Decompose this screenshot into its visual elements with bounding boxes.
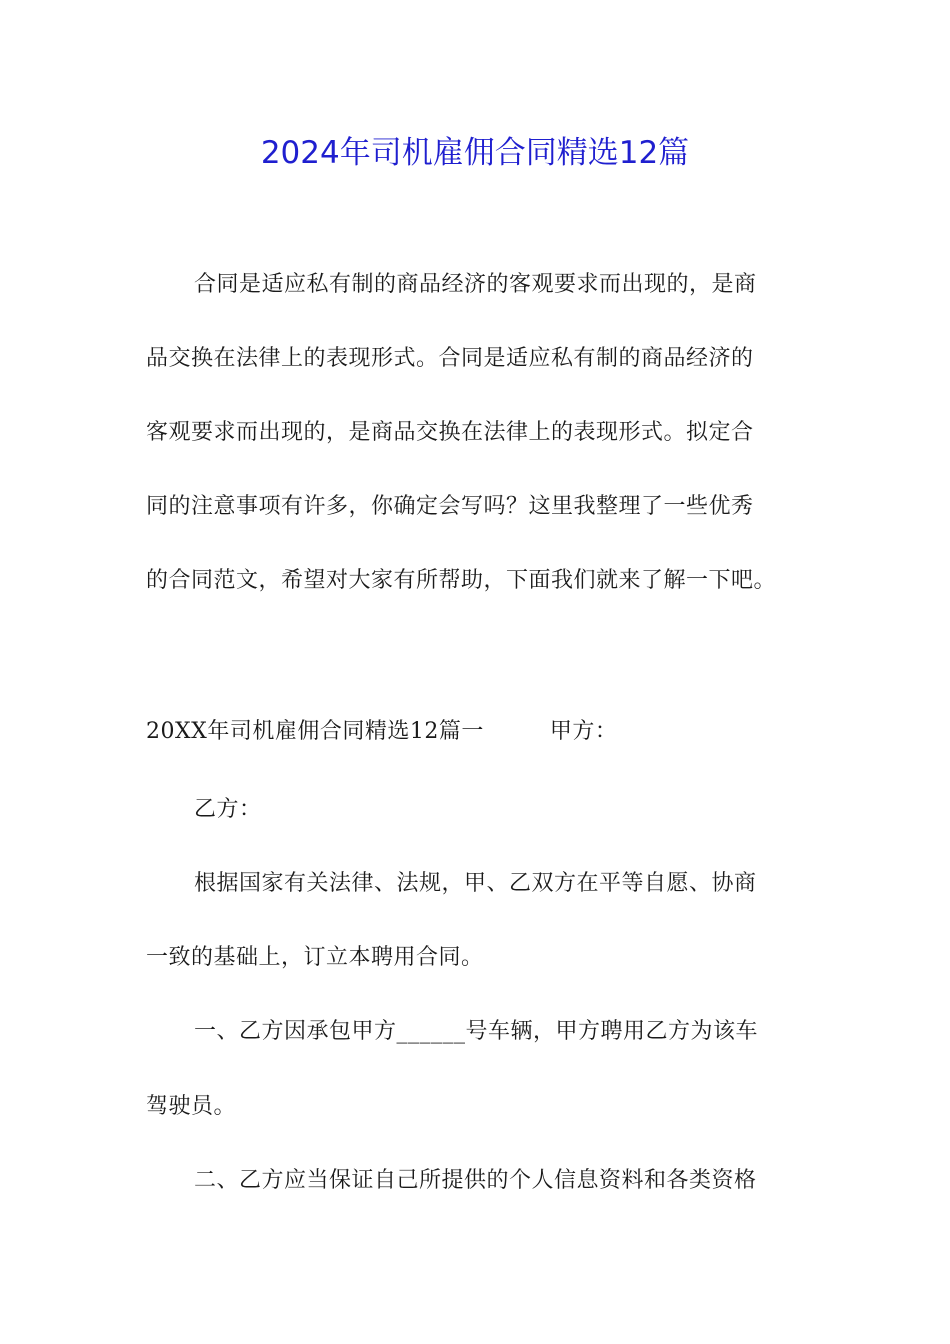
clause-1-line-1: 一、乙方因承包甲方______号车辆，甲方聘用乙方为该车: [194, 1019, 759, 1044]
intro-line-1: 合同是适应私有制的商品经济的客观要求而出现的，是商: [194, 272, 757, 297]
clause-basis-line-1: 根据国家有关法律、法规，甲、乙双方在平等自愿、协商: [194, 871, 757, 896]
clause-2-line-1: 二、乙方应当保证自己所提供的个人信息资料和各类资格: [194, 1168, 757, 1193]
party-a-label: 甲方：: [549, 719, 618, 744]
document-title: 2024年司机雇佣合同精选12篇: [260, 135, 690, 171]
intro-line-2: 品交换在法律上的表现形式。合同是适应私有制的商品经济的: [146, 346, 754, 371]
section-heading: 20XX年司机雇佣合同精选12篇一: [146, 719, 484, 744]
intro-line-5: 的合同范文，希望对大家有所帮助，下面我们就来了解一下吧。: [146, 568, 777, 593]
intro-line-4: 同的注意事项有许多，你确定会写吗？这里我整理了一些优秀: [146, 494, 754, 519]
section-heading-line: [146, 717, 617, 747]
party-b-label: 乙方：: [194, 797, 262, 822]
clause-1-line-2: 驾驶员。: [146, 1094, 237, 1119]
clause-basis-line-2: 一致的基础上，订立本聘用合同。: [146, 945, 484, 970]
intro-line-3: 客观要求而出现的，是商品交换在法律上的表现形式。拟定合: [146, 420, 754, 445]
